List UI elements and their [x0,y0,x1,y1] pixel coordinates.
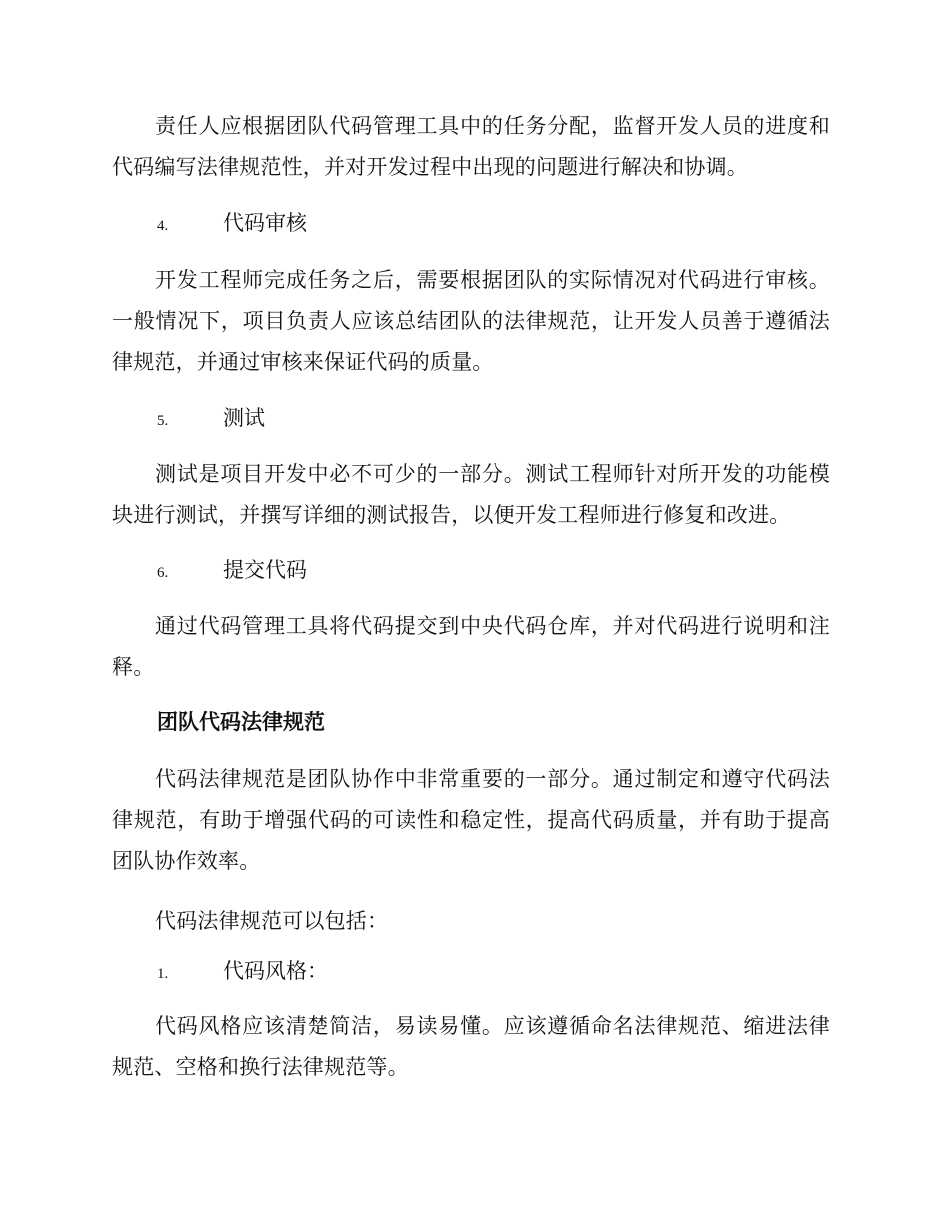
section-heading: 团队代码法律规范 [157,709,325,734]
list-item-code-review [157,208,307,238]
list-label: 提交代码 [223,558,307,582]
list-number: 1. [157,966,169,982]
list-label: 代码风格： [223,959,328,983]
paragraph-submit-code: 通过代码管理工具将代码提交到中央代码仓库，并对代码进行说明和注释。 [112,614,830,679]
list-number: 5. [157,413,169,429]
list-label: 代码审核 [223,211,307,235]
paragraph-supervision: 责任人应根据团队代码管理工具中的任务分配，监督开发人员的进度和代码编写法律规范性，并对开发过程中出现的问题进行解决和协调。 [112,114,830,179]
list-number: 6. [157,565,169,581]
paragraph-standards-include: 代码法律规范可以包括： [155,909,389,933]
list-item-submit-code [157,555,307,585]
list-item-code-style [157,956,328,986]
list-item-testing [157,403,265,433]
paragraph-testing: 测试是项目开发中必不可少的一部分。测试工程师针对所开发的功能模块进行测试，并撰写详细的测试报告，以便开发工程师进行修复和改进。 [112,462,830,527]
list-number: 4. [157,218,169,234]
paragraph-code-style: 代码风格应该清楚简洁，易读易懂。应该遵循命名法律规范、缩进法律规范、空格和换行法律规范等。 [112,1014,830,1079]
list-label: 测试 [223,406,265,430]
paragraph-code-review: 开发工程师完成任务之后，需要根据团队的实际情况对代码进行审核。一般情况下，项目负责人应该总结团队的法律规范，让开发人员善于遵循法律规范，并通过审核来保证代码的质量。 [112,268,830,374]
paragraph-code-standards: 代码法律规范是团队协作中非常重要的一部分。通过制定和遵守代码法律规范，有助于增强代码的可读性和稳定性，提高代码质量，并有助于提高团队协作效率。 [112,767,830,873]
